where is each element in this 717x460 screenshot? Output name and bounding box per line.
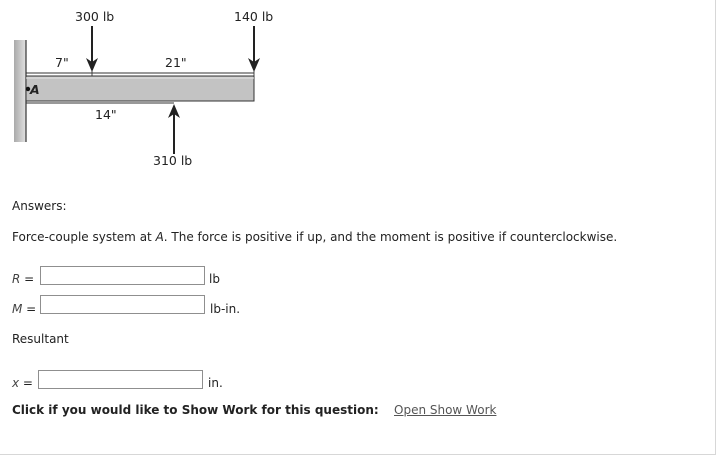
r-unit: lb [209, 272, 220, 286]
resultant-heading: Resultant [12, 332, 69, 346]
beam [26, 76, 254, 101]
m-unit: lb-in. [210, 302, 241, 316]
x-input[interactable] [38, 370, 203, 389]
point-a-label: A [30, 82, 40, 97]
load-label-300: 300 lb [75, 9, 115, 24]
x-equals: = [19, 376, 33, 390]
load-label-140: 140 lb [234, 9, 274, 24]
instructions-point: A [155, 230, 164, 244]
wall-support [14, 40, 26, 142]
beam-diagram [0, 0, 290, 175]
open-show-work-link[interactable]: Open Show Work [394, 403, 497, 417]
instructions-prefix: Force-couple system at [12, 230, 156, 244]
r-label [12, 272, 34, 286]
show-work-prompt: Click if you would like to Show Work for this question: [12, 403, 379, 417]
dim-label-7: 7" [55, 55, 69, 70]
dim-label-14: 14" [95, 107, 117, 122]
m-var: M [12, 302, 23, 316]
r-input[interactable] [40, 266, 205, 285]
m-equals: = [22, 302, 37, 316]
instructions-text [12, 230, 617, 244]
r-var: R [12, 272, 21, 286]
m-input[interactable] [40, 295, 205, 314]
x-label [12, 376, 33, 390]
m-label [12, 302, 36, 316]
x-unit: in. [208, 376, 223, 390]
r-equals: = [20, 272, 35, 286]
dim-label-21: 21" [165, 55, 187, 70]
instructions-suffix: . The force is positive if up, and the moment is positive if counterclockwise. [163, 230, 618, 244]
answers-heading: Answers: [12, 199, 67, 213]
load-label-310: 310 lb [153, 153, 193, 168]
x-var: x [12, 376, 20, 390]
